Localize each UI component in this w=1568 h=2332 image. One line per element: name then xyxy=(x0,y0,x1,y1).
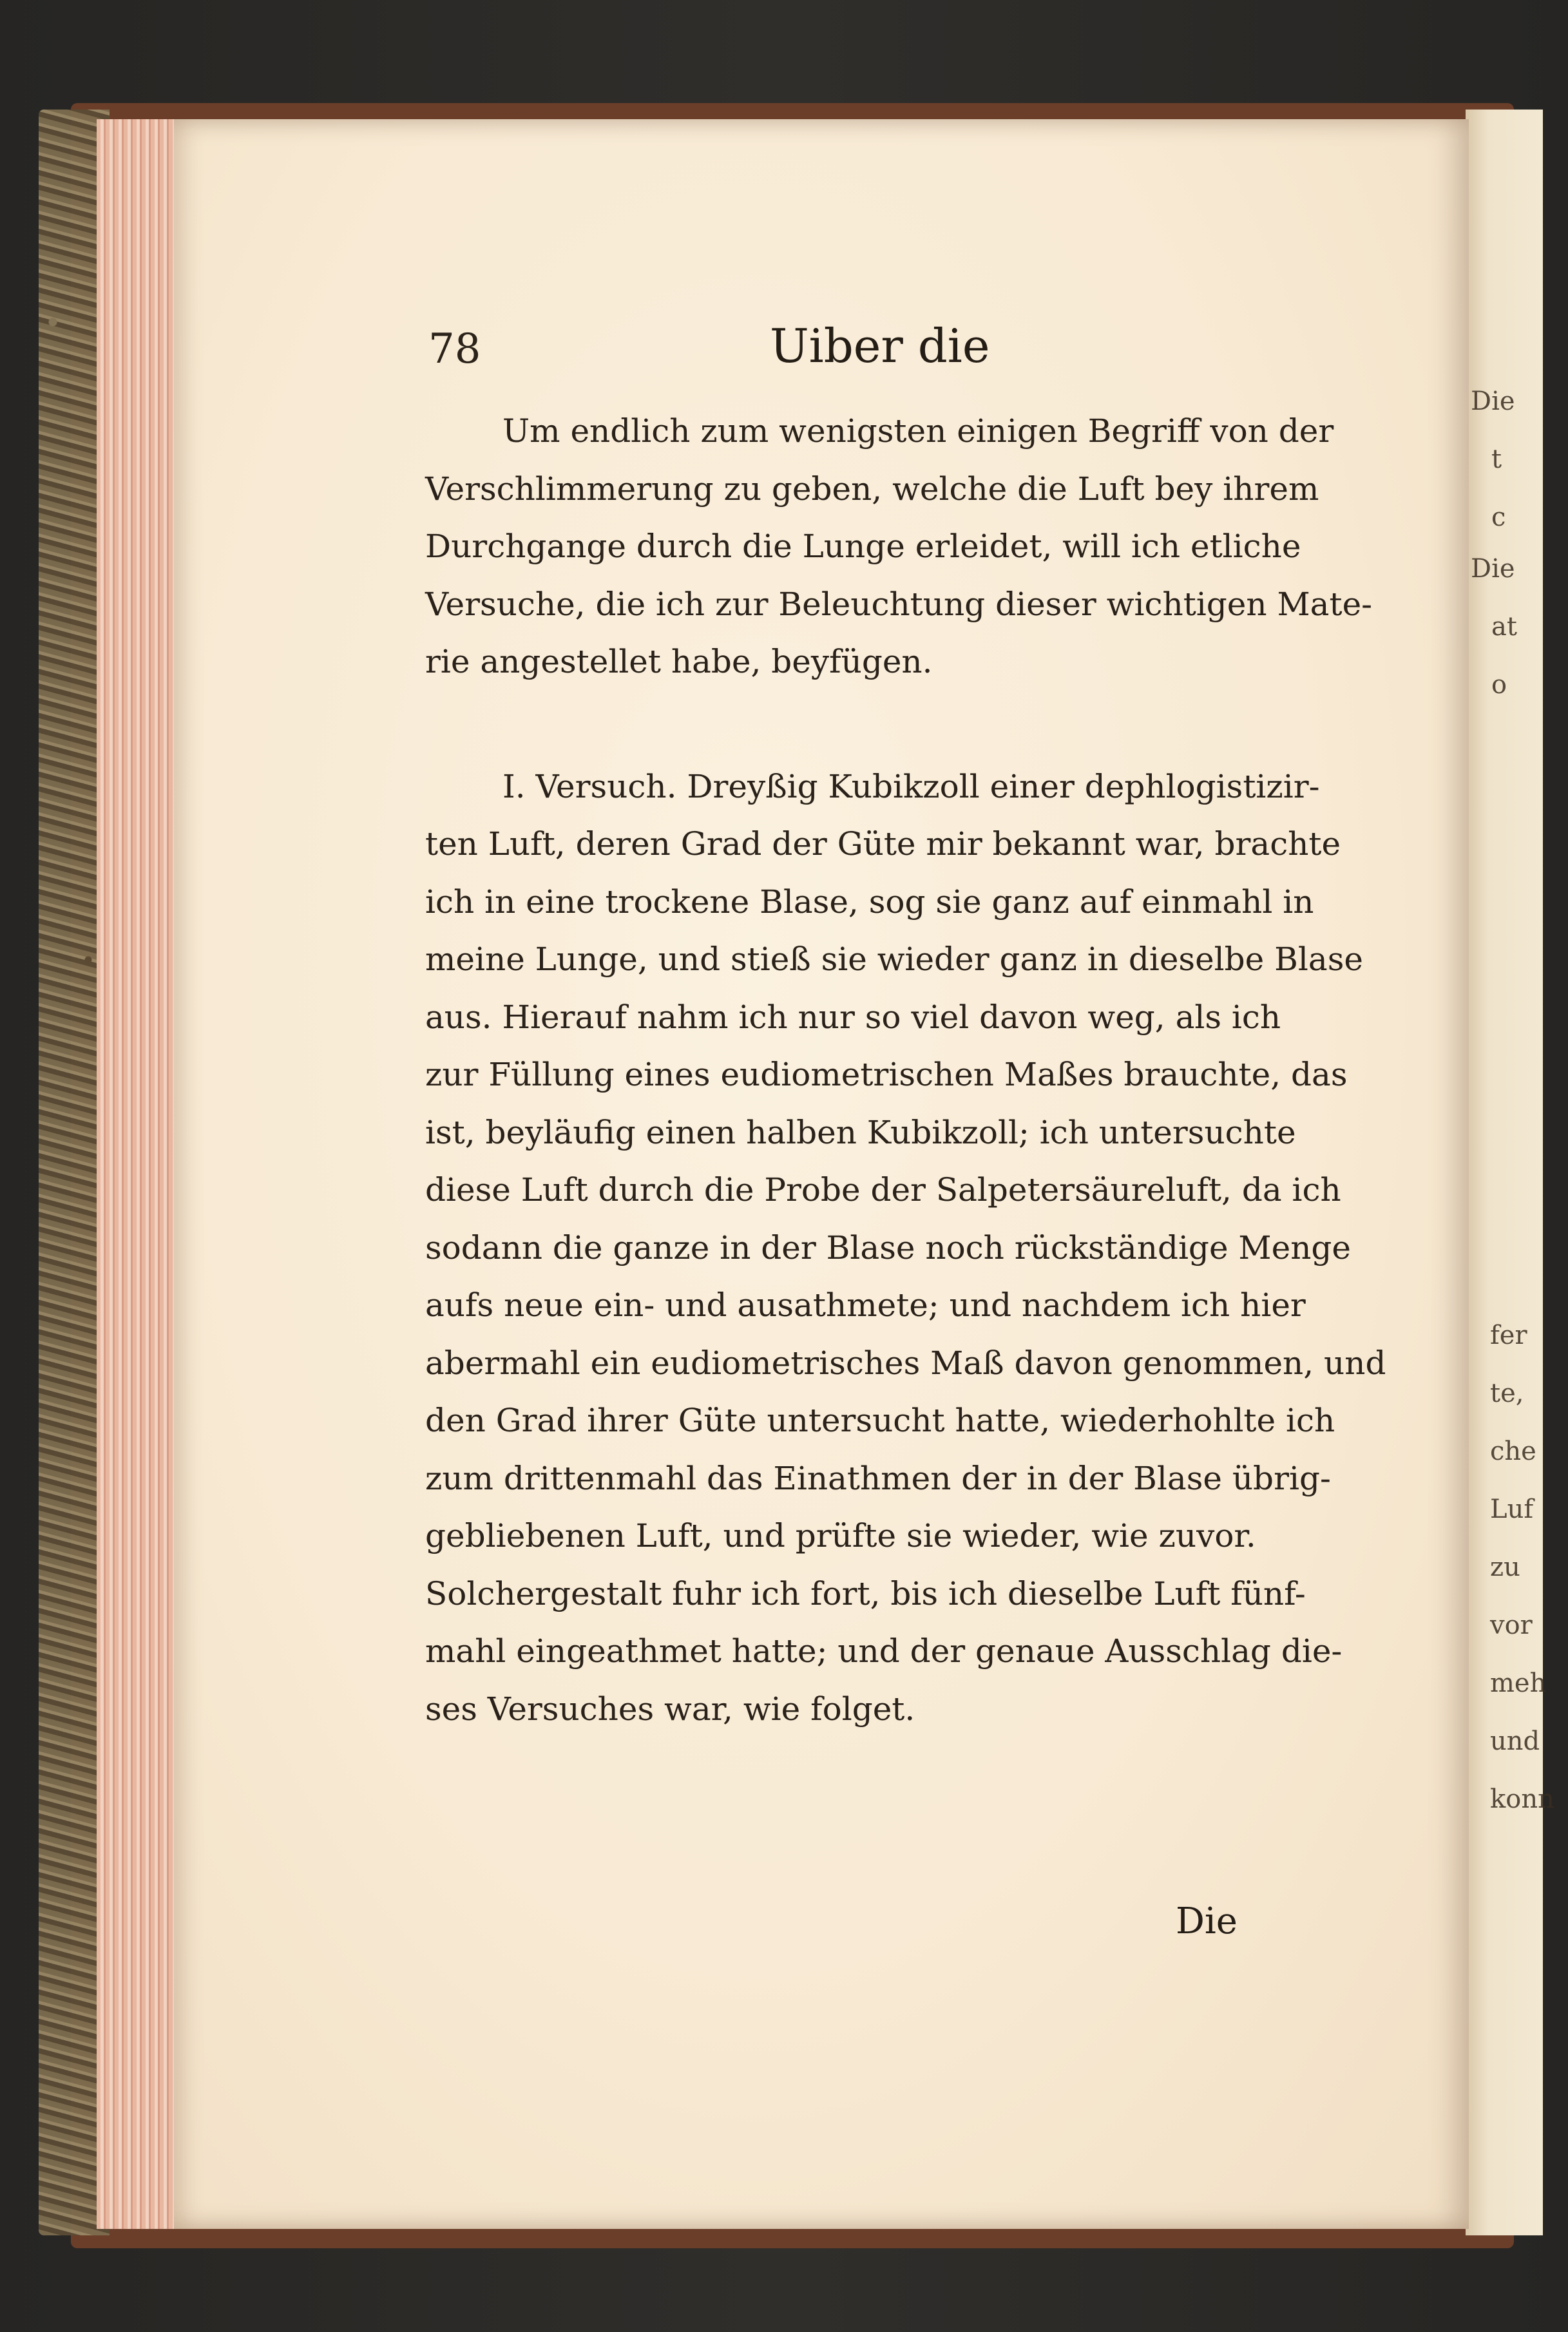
text-line: gebliebenen Luft, und prüfte sie wieder, wie zuvor. xyxy=(425,1517,1256,1554)
text-line: aufs neue ein- und ausathmete; und nachdem ich hier xyxy=(425,1286,1306,1324)
facing-page-fragment: te, xyxy=(1490,1379,1524,1408)
text-line: I. Versuch. Dreyßig Kubikzoll einer dephlogistizir- xyxy=(502,767,1320,805)
facing-page-fragment: Luf xyxy=(1490,1495,1534,1524)
paragraph-experiment-1 xyxy=(425,758,1386,1739)
text-line: ten Luft, deren Grad der Güte mir bekannt war, brachte xyxy=(425,825,1341,863)
text-line: ist, beyläufig einen halben Kubikzoll; ich untersuchte xyxy=(425,1113,1296,1151)
text-line: abermahl ein eudiometrisches Maß davon genommen, und xyxy=(425,1344,1386,1382)
text-line: Versuche, die ich zur Beleuchtung dieser wichtigen Mate- xyxy=(425,585,1373,623)
facing-page-fragment: vor xyxy=(1490,1610,1533,1640)
text-line: ses Versuches war, wie folget. xyxy=(425,1690,915,1728)
text-line: aus. Hierauf nahm ich nur so viel davon weg, als ich xyxy=(425,998,1281,1036)
text-line: Verschlimmerung zu geben, welche die Luft bey ihrem xyxy=(425,470,1319,508)
paragraph-intro xyxy=(425,403,1373,691)
text-line: meine Lunge, und stieß sie wieder ganz in dieselbe Blase xyxy=(425,941,1363,978)
facing-page-fragment: konn xyxy=(1490,1784,1554,1814)
text-line: den Grad ihrer Güte untersucht hatte, wiederhohlte ich xyxy=(425,1402,1335,1439)
text-line: Um endlich zum wenigsten einigen Begriff von der xyxy=(502,412,1334,450)
text-line: sodann die ganze in der Blase noch rückständige Menge xyxy=(425,1228,1352,1266)
facing-page-fragment: und xyxy=(1490,1726,1540,1756)
facing-page-fragment: meh xyxy=(1490,1668,1547,1698)
facing-page-fragment: Die xyxy=(1471,554,1515,584)
facing-page-fragment: che xyxy=(1490,1437,1536,1466)
facing-page-fragment: zu xyxy=(1490,1553,1520,1582)
text-line: rie angestellet habe, beyfügen. xyxy=(425,643,933,680)
page-number: 78 xyxy=(428,325,481,373)
body-text xyxy=(425,403,1386,1738)
facing-page-edge xyxy=(1466,110,1554,2235)
facing-page-fragment: o xyxy=(1491,670,1507,700)
facing-page-fragment: Die xyxy=(1471,387,1515,416)
running-head: Uiber die xyxy=(770,319,990,373)
text-line: ich in eine trockene Blase, sog sie ganz auf einmahl in xyxy=(425,883,1314,921)
text-line: mahl eingeathmet hatte; und der genaue Ausschlag die- xyxy=(425,1632,1343,1670)
text-line: Durchgange durch die Lunge erleidet, will ich etliche xyxy=(425,528,1301,565)
paragraph-gap xyxy=(425,691,1282,758)
facing-page-fragment: c xyxy=(1491,502,1506,532)
facing-page-fragment: t xyxy=(1491,444,1502,474)
catchword: Die xyxy=(1176,1900,1238,1942)
text-line: Solchergestalt fuhr ich fort, bis ich dieselbe Luft fünf- xyxy=(425,1574,1306,1612)
text-line: zur Füllung eines eudiometrischen Maßes brauchte, das xyxy=(425,1056,1348,1093)
page-edges xyxy=(97,119,180,2229)
text-line: diese Luft durch die Probe der Salpetersäureluft, da ich xyxy=(425,1171,1341,1209)
text-line: zum drittenmahl das Einathmen der in der Blase übrig- xyxy=(425,1459,1331,1497)
facing-page-fragment: fer xyxy=(1490,1321,1527,1350)
facing-page-fragment: at xyxy=(1491,612,1517,642)
